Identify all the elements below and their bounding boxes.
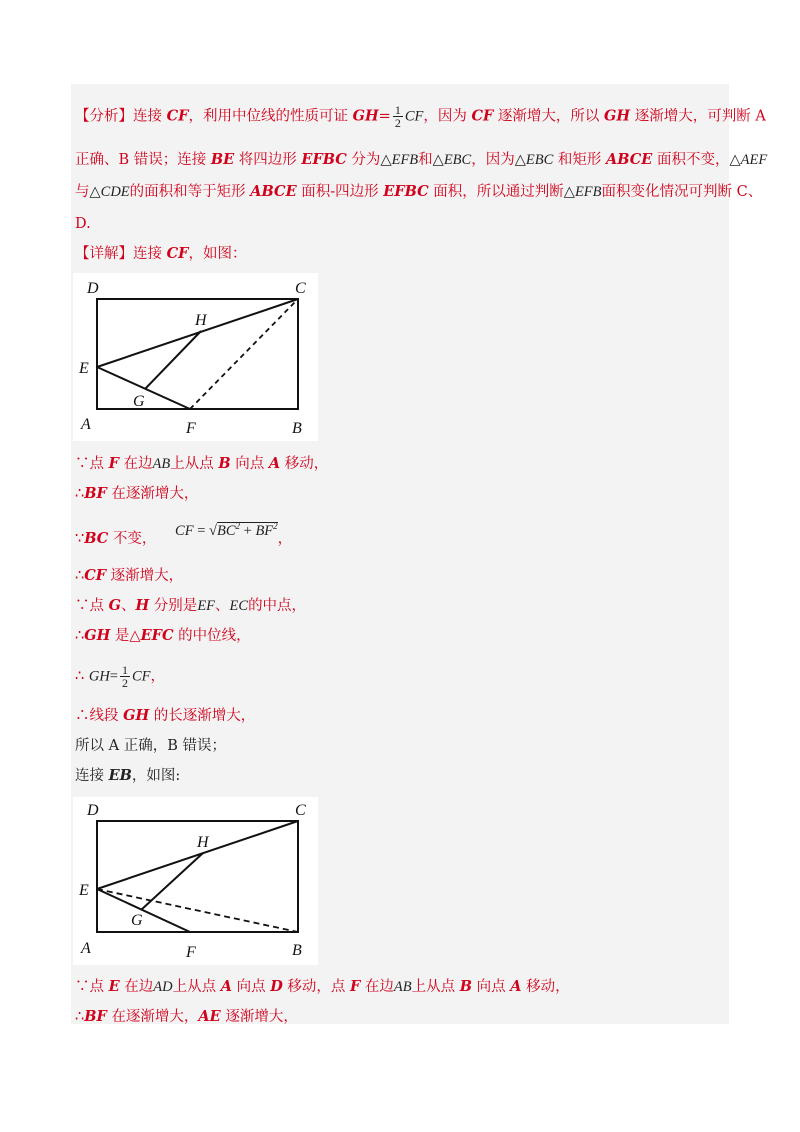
detail-line: 【详解】连接 CF，如图： (75, 245, 247, 262)
analysis-line-3: 与△CDE的面积和等于矩形 ABCE 面积-四边形 EFBC 面积，所以通过判断△EFB面积变化情况可判断 C、 (75, 183, 763, 200)
label-a: A (81, 940, 91, 957)
analysis-line-2: 正确、B 错误；连接 BE 将四边形 EFBC 分为△EFB和△EBC，因为△EBC 和矩形 ABCE 面积不变，△AEF (75, 151, 768, 168)
label-b: B (292, 420, 302, 437)
figure-1-svg (73, 273, 318, 441)
segment-gh (145, 331, 201, 389)
step-8: ∴线段 GH 的长逐渐增大， (75, 707, 256, 724)
label-d: D (87, 802, 99, 819)
label-a: A (81, 416, 91, 433)
step-3: ∵BC 不变， CF = $√BC^2 + BF^2$， (75, 524, 292, 549)
label-g: G (133, 393, 145, 410)
analysis-line-1: 【分析】连接 CF，利用中位线的性质可证 GH= $\frac{1}{2}$ CF，因为 CF 逐渐增大，所以 GH 逐渐增大，可判断 A (75, 103, 766, 130)
label-f: F (186, 944, 196, 961)
step-12: ∴BF 在逐渐增大，AE 逐渐增大， (75, 1008, 298, 1025)
figure-2-svg (73, 797, 318, 965)
step-2: ∴BF 在逐渐增大， (75, 485, 199, 502)
fraction-half: $\frac{1}{2}$ (394, 103, 401, 130)
label-c: C (295, 280, 306, 297)
segment-gh (141, 853, 203, 910)
label-d: D (87, 280, 99, 297)
figure-2 (73, 797, 318, 965)
formula-cf: CF = $√BC^2 + BF^2$ (175, 521, 278, 539)
label-b: B (292, 942, 302, 959)
analysis-line-4: D. (75, 216, 91, 232)
label-h: H (197, 834, 209, 851)
step-5: ∵点 G、H 分别是EF、EC的中点， (75, 597, 307, 614)
label-h: H (195, 312, 207, 329)
segment-ec (97, 299, 298, 367)
step-1: ∵点 F 在边AB上从点 B 向点 A 移动， (75, 455, 329, 472)
label-g: G (131, 912, 143, 929)
figure-1 (73, 273, 318, 441)
step-11: ∵点 E 在边AD上从点 A 向点 D 移动，点 F 在边AB上从点 B 向点 A 移动， (75, 978, 570, 995)
segment-eb-dashed (97, 889, 298, 932)
label-c: C (295, 802, 306, 819)
step-9: 所以 A 正确，B 错误； (75, 738, 226, 754)
analysis-tag: 【分析】 (75, 108, 133, 125)
detail-tag: 【详解】 (75, 246, 133, 262)
step-6: ∴GH 是△EFC 的中位线， (75, 627, 251, 644)
label-e: E (79, 360, 89, 377)
step-4: ∴CF 逐渐增大， (75, 567, 184, 584)
label-f: F (186, 420, 196, 437)
segment-ec (97, 821, 298, 889)
segment-ef (97, 889, 190, 932)
label-e: E (79, 882, 89, 899)
fraction-half-2: $\frac{1}{2}$ (121, 663, 128, 690)
step-7: ∴ GH= $\frac{1}{2}$ CF， (75, 663, 166, 690)
step-10: 连接 EB，如图: (75, 767, 181, 784)
